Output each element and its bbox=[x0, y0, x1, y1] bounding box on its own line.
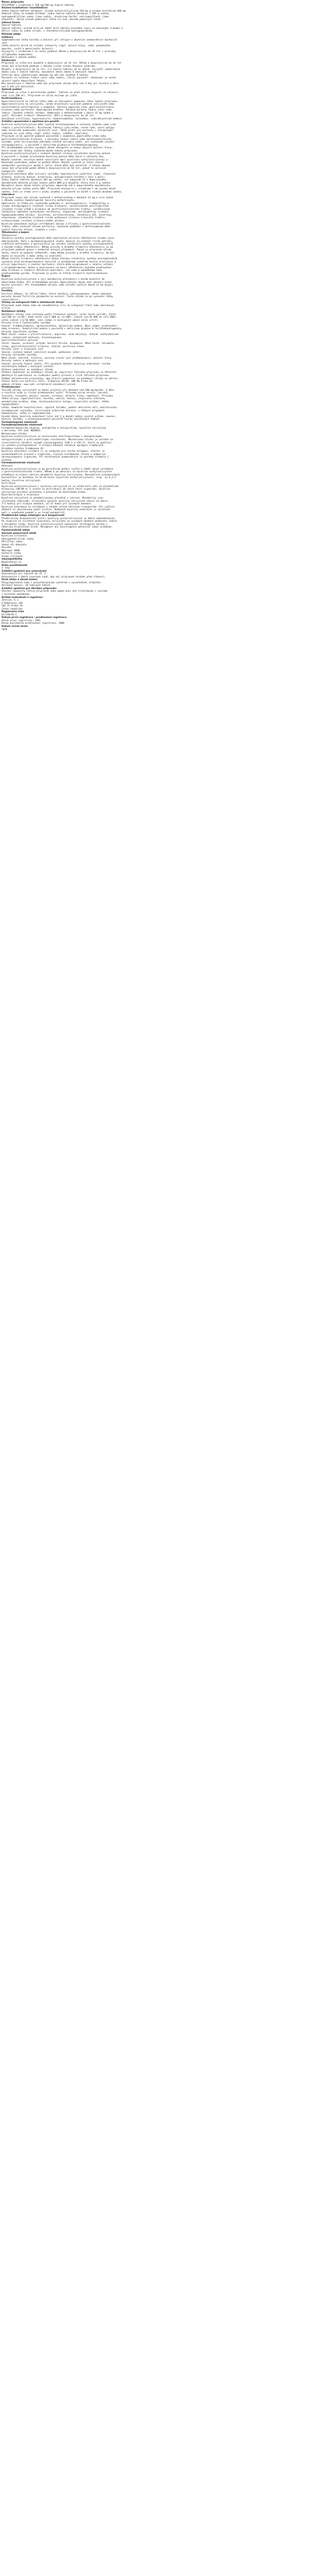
text-line: glukózy, kyseliny močové, kreatininu, anorganických fosfátů v séru a moči). bbox=[2, 176, 106, 179]
text-line: těžké otravy: hyperventilace, horečka, neklid, ketóza, respirační alkalóza, bbox=[2, 398, 106, 401]
section-heading: Zvláštní opatření pro uchovávání bbox=[2, 570, 47, 573]
text-line: Nežádoucí účinky jsou seřazeny podle frekvence výskytu: velmi časté (≥1/10); časté bbox=[2, 313, 116, 316]
text-line: Šumivé tablety: ploché bílé až téměř bílé tablety kulatého tvaru se zkosenými hranami a bbox=[2, 27, 123, 30]
text-line: z gastrointestinálního traktu. Během a po absorpci se kyselina acetylsalicylová bbox=[2, 471, 112, 474]
text-line: Kyselina askorbová se vstřebává v tenkém střevě aktivním transportem. Při vyšších bbox=[2, 505, 115, 509]
text-line: reakce z přecitlivělosti. Rizikovými faktory jsou astma, senná rýma, nosní polypy bbox=[2, 126, 115, 129]
text-line: Kyselina acetylsalicylová a její metabolity přecházejí v malém množství do bbox=[2, 278, 105, 281]
text-line: antipyretickými a protizánětlivými vlastnostmi. Mechanismus účinku je založen na bbox=[2, 439, 113, 442]
section-heading: Zvláštní upozornění a opatření pro použití bbox=[2, 120, 60, 124]
text-line: Léčba bolestí mírné až střední intenzity (např. bolest hlavy, zubů, pohybového bbox=[2, 45, 111, 48]
text-line: dihydrát). Úplný seznam pomocných látek viz bod „Seznam pomocných látek". bbox=[2, 18, 103, 22]
text-line: traktu, může snižovat účinek warfarinu. Současné podávání s deferoxaminem může bbox=[2, 226, 111, 229]
text-line: Velikost balení: 10 šumivých tablet. bbox=[2, 584, 52, 587]
section bbox=[2, 194, 314, 231]
section bbox=[2, 275, 314, 290]
text-line: reakcemi na jiné látky (např. kožní reakce, svědění, kopřivka). bbox=[2, 132, 90, 135]
text-line: embrya/plodu. Data z epidemiologických studií ukazují na zvýšené riziko potratu, bbox=[2, 240, 113, 243]
text-line: vyšší. Poslední trimestr těhotenství. Děti a dospívající do 16 let. bbox=[2, 115, 95, 118]
text-line: Hypersenzitivita na salicyláty, astma bronchiale vyvolané podáním salicylátů nebo bbox=[2, 103, 115, 106]
text-line: antikoagulancií, u pacientů s deficitem glukózo-6-fosfátdehydrogenázy. bbox=[2, 144, 100, 147]
text-line: Umožňuje to pokračovat ve sledování poměru přínosů a rizik léčivého přípravku. bbox=[2, 374, 111, 377]
text-line: Sacharin sodný bbox=[2, 552, 22, 555]
text-line: doby krvácení a inhibici děložních kontrakcí, což vede k opožděnému nebo bbox=[2, 269, 102, 272]
section-heading: Farmakokinetické vlastnosti bbox=[2, 462, 40, 465]
text-line: oxalátových kamenů v močových cestách. bbox=[2, 366, 55, 369]
section bbox=[2, 564, 314, 570]
text-line: systému, před chirurgickým zákrokem (včetně extrakce zubů), při současném užívání bbox=[2, 141, 115, 144]
text-line: Poruchy jater a žlučových cest bbox=[2, 348, 44, 351]
text-line: Vzácné: poruchy funkce ledvin. Při vysokých dávkách kyseliny askorbové: tvorba bbox=[2, 362, 111, 366]
section bbox=[2, 579, 314, 587]
text-line: Předklinický bezpečnostní profil kyseliny acetylsalicylové je dobře zdokumentován. bbox=[2, 517, 116, 520]
text-line: (≥1/100 až <1/10); méně časté (≥1/1 000 až <1/100); vzácné (≥1/10 000 až <1/1 000); bbox=[2, 316, 117, 319]
text-line: Kyselina acetylsalicylová i kyselina salicylová se ve velké míře váží na plazmatické bbox=[2, 485, 119, 488]
text-line: zvýšena. bbox=[2, 459, 13, 462]
text-line: na syntéze prostaglandinů. V nízkých dávkách inhibuje agregaci trombocytů bbox=[2, 444, 103, 448]
section-heading: Kontraindikace bbox=[2, 97, 23, 100]
section bbox=[2, 7, 314, 22]
text-line: Aroma citronové bbox=[2, 555, 23, 558]
text-line: Česká republika bbox=[2, 607, 23, 611]
text-line: Vzácné: trombocytopenie, agranulocytóza, aplastická anémie. Není známo: prodloužení bbox=[2, 324, 117, 328]
text-line: Přípravek je určen k perorálnímu podání. Tableta se před užitím rozpustí ve sklenici bbox=[2, 91, 119, 94]
text-line: vystavit plod kardiopulmonální toxicitě (s předčasným uzávěrem ductus arteriosus a bbox=[2, 260, 116, 263]
text-line: nesmí být přípravek podán dětem a dospívajícím do 16 let, pokud to výslovně bbox=[2, 167, 106, 170]
text-line: zvýšit toxicitu železa, zejména v srdci. bbox=[2, 228, 57, 231]
text-line: přípravek podávat pouze v nezbytně nutných případech. Pokud je přípravek užíván bbox=[2, 249, 112, 252]
text-line: aparátu, svalů a menstruační bolesti). bbox=[2, 47, 55, 50]
text-line: Toxické účinky salicylátů se mohou projevit při dávkách nad 100 mg/kg/den. U dětí bbox=[2, 389, 115, 392]
document-title: Název přípravku bbox=[2, 1, 24, 4]
text-line: 07/158/91-C bbox=[2, 613, 17, 616]
text-line: které nesmí být léčeny zvýšením dávek tohoto přípravku. bbox=[2, 149, 78, 153]
section-heading: Datum první registrace / prodloužení registrace bbox=[2, 616, 67, 620]
section-heading: Farmaceutické údaje bbox=[2, 529, 30, 532]
section bbox=[2, 611, 314, 616]
text-line: Uchovávejte v dobře uzavřené tubě, aby byl přípravek chráněn před vlhkostí. bbox=[2, 575, 106, 579]
text-line: Poruchy ledvin a močových cest bbox=[2, 360, 44, 363]
text-line: vody (cca 200 ml). Přípravek se užívá nejlépe po jídle. bbox=[2, 94, 78, 97]
text-line: Interval mezi jednotlivými dávkami by měl být nejméně 4 hodiny. bbox=[2, 74, 90, 77]
text-line: Maximální denní dávka tohoto přípravku odpovídá 134 % doporučeného maximálního bbox=[2, 185, 111, 188]
text-line: maximálního denního příjmu sodíku podle WHO pro dospělé, který činí 2 g sodíku. bbox=[2, 181, 112, 185]
section-heading: Fertilita bbox=[2, 290, 13, 293]
text-line: prodlouženému porodu. Přípravek je proto ve třetím trimestru kontraindikován. bbox=[2, 272, 109, 275]
text-line: Ve studiích na zvířatech vyvolávaly salicyláty ve vysokých dávkách poškození ledvin bbox=[2, 520, 117, 523]
text-line: webové stránky: www.sukl.cz/nahlasit-nezadouci-ucinek bbox=[2, 383, 76, 386]
text-line: Opatrnosti je třeba při současném podávání s: antikoagulancii, trombolytiky a bbox=[2, 202, 109, 205]
text-line: Povidon bbox=[2, 546, 12, 550]
section-heading: Držitel rozhodnutí o registraci bbox=[2, 596, 43, 599]
text-line: poruchu ženské fertility působením na ovulaci. Tento účinek je po vysazení léčby bbox=[2, 296, 113, 299]
text-line: Kyselina acetylsalicylová v nízkých dávkách snižuje vylučování kyseliny močové. bbox=[2, 153, 112, 156]
spc-document bbox=[0, 0, 316, 632]
text-line: kojení přerušit. Při dlouhodobém užívání nebo užívání vyšších dávek se má kojení bbox=[2, 284, 113, 287]
text-line: acidobazické rovnováhy, forsírovaná alkalická diuréza, v těžkých případech bbox=[2, 409, 105, 412]
text-line: nedoporučí lékař. bbox=[2, 170, 25, 173]
text-line: hypoglykémie. bbox=[2, 403, 20, 407]
text-line: hemodialýza. Léčba je symptomatická. bbox=[2, 412, 52, 415]
text-line: sodíku. Toto je třeba vzít v úvahu zejména u pacientů na dietě s nízkým obsahem sodíku. bbox=[2, 190, 123, 194]
text-line: Kyselina askorbová zvyšuje vstřebávání železa a hliníku z gastrointestinálního bbox=[2, 222, 111, 226]
section-heading: Dávkování bbox=[2, 59, 16, 62]
text-line: Farmakoterapeutická skupina: analgetika a antipyretika, kyselina salicylová bbox=[2, 427, 106, 430]
section-heading: Druh obalu a obsah balení bbox=[2, 579, 37, 582]
text-line: Uhličitan sodný bbox=[2, 541, 23, 544]
text-line: Sodná sůl dokusátu bbox=[2, 543, 27, 546]
section-heading: Kojení bbox=[2, 275, 11, 278]
text-line: Kyselina acetylsalicylová se po perorálním podání rychle a téměř úplně vstřebává bbox=[2, 468, 113, 471]
text-line: Biotransformace a eliminace bbox=[2, 494, 39, 497]
section bbox=[2, 36, 314, 59]
text-line: dávka co nejnižší a doba léčby co nejkratší. bbox=[2, 255, 63, 258]
text-line: Distribuce bbox=[2, 482, 16, 485]
text-line: Kyselina salicylová je metabolizována převážně v játrech. Metabolity jsou bbox=[2, 496, 103, 500]
section bbox=[2, 386, 314, 421]
text-line: ireverzibilní inhibici enzymů cyklooxygenázy (COX-1 a COX-2), které se podílejí bbox=[2, 441, 112, 444]
text-line: Přípravek se má opatrně podávat pacientům s anamnézou peptického vředu nebo bbox=[2, 135, 106, 138]
text-line: dávka jsou 2 šumivé tablety, maximální denní dávka 6 šumivých tablet. bbox=[2, 71, 98, 74]
section-heading: Indikace bbox=[2, 36, 13, 39]
section bbox=[2, 290, 314, 301]
text-line: doby krvácení, hemolytická anémie u pacientů s deficitem glukózo-6-fosfátdehydrogenázy. bbox=[2, 328, 123, 331]
text-line: Makrogol 6000 bbox=[2, 549, 20, 552]
text-line: Hlášení podezření na nežádoucí účinky po registraci léčivého přípravku je důležité. bbox=[2, 371, 117, 374]
text-line: bolesti žaludku, u predisponovaných pacientů tvorbu oxalátových kamenů. bbox=[2, 418, 101, 421]
text-line: Pacienti se sníženou funkcí jater nebo ledvin, starší pacienti: dávkování je nutné bbox=[2, 77, 116, 80]
text-line: Méně časté: závratě, tinnitus, poruchy sluchu (při předávkování), bolesti hlavy. bbox=[2, 357, 113, 360]
text-line: srdečních malformací a gastroschízy po užívání inhibitorů syntézy prostaglandinů bbox=[2, 243, 113, 246]
text-line: denního příjmu sodíku podle WHO. Přípravek Acylpyrin s vitaminem C má vysoký obsah bbox=[2, 188, 116, 190]
text-line: přerušit. bbox=[2, 287, 14, 290]
text-line: Uchovávejte při teplotě do 25 °C. bbox=[2, 573, 48, 576]
section-heading: Způsob podání bbox=[2, 88, 22, 92]
text-line: Kyselina acetylsalicylová je nesteroidní antiflogistikum s analgetickými, bbox=[2, 435, 103, 439]
text-line: gastrointestinálního krvácení, s poruchou funkce ledvin nebo kardiovaskulárního bbox=[2, 138, 112, 141]
text-line: dávkách se absorbovaný podíl snižuje. Nadbytek kyseliny askorbové je vylučován bbox=[2, 509, 111, 512]
text-line: vředy, gastrointestinální krvácení. Vzácné: perforace vředu. bbox=[2, 345, 85, 348]
text-line: Dávkování a způsob podání bbox=[2, 56, 37, 59]
text-line: Žádáme zdravotnické pracovníky, aby hlásili podezření na nežádoucí účinky na adresu: bbox=[2, 377, 119, 380]
text-line: Těhotenství bbox=[2, 234, 17, 237]
text-line: stroje. bbox=[2, 307, 12, 310]
text-line: tinnitus, hluchota, pocení, nauzea, zvracení, bolesti hlavy, zmatenost. Příznaky bbox=[2, 394, 113, 398]
text-line: 2–3 hodiny při nízkých dávkách, až 15 hodin při vysokých dávkách. bbox=[2, 503, 92, 506]
text-line: Jedna šumivá tableta obsahuje: acidum acetylsalicylicum 320 mg a acidum ascorbicum 200 mg. bbox=[2, 9, 127, 13]
section-heading: Doba použitelnosti bbox=[2, 564, 27, 567]
text-line: Hlášení podezření na nežádoucí účinky bbox=[2, 368, 53, 371]
text-line: s místními požadavky. bbox=[2, 593, 31, 596]
section bbox=[2, 570, 314, 579]
section-heading: Předávkování bbox=[2, 386, 21, 389]
text-line: krvácení nebo perforace. Hemoragická diatéza. Závažná porucha funkce jater nebo bbox=[2, 109, 112, 112]
text-line: nesmí být přípravek podáván z důvodu rizika vzniku Reyeova syndromu. bbox=[2, 65, 96, 68]
text-line: Dospělí a dospívající od 16 let: 1–2 šumivé tablety až 3× denně, nejvyšší jednorázová bbox=[2, 68, 120, 71]
text-line: ledvin. Závažné srdeční selhání. Kombinace s methotrexátem v dávce 15 mg týdně a bbox=[2, 111, 113, 115]
text-line: (zvýšené riziko vředů a krvácení do gastrointestinálního traktu), selektivními bbox=[2, 208, 111, 211]
section-heading: Předklinické údaje vztahující se k bezpečnosti bbox=[2, 514, 65, 518]
text-line: reakce, astmatické záchvaty, bronchospasmus. bbox=[2, 336, 63, 339]
text-line: 2020 bbox=[2, 628, 7, 631]
text-line: hydrogenuhličitan sodný (jako sodík), dinatrium-fosfát, natriumsulfonát (jako bbox=[2, 15, 109, 18]
text-line: Kyselina acetylsalicylová může vyvolat bronchospasmus a záchvaty astmatu nebo jiné bbox=[2, 123, 116, 126]
text-line: přeměňuje na hlavní aktivní metabolit kyselinu salicylovou. Maximálních plazmatických bbox=[2, 473, 120, 476]
section bbox=[2, 625, 314, 631]
section-heading: Farmakologické vlastnosti bbox=[2, 421, 37, 424]
section-heading: Klinické údaje bbox=[2, 33, 21, 36]
text-line: hodiny (kyselina salicylová). bbox=[2, 479, 42, 482]
section-heading: Interakce bbox=[2, 194, 15, 197]
text-line: Státní ústav pro kontrolu léčiv, Šrobárova 49/48, 100 00 Praha 10, bbox=[2, 380, 94, 383]
sections-container bbox=[2, 7, 314, 631]
text-line: Datum první registrace: 1991 bbox=[2, 619, 41, 622]
text-line: a starších osob je riziko předávkování vyšší. Příznaky mírné otravy: závratě, bbox=[2, 392, 109, 395]
text-line: močí v nezměněné podobě a ve formě metabolitů. bbox=[2, 511, 66, 514]
text-line: Polypropylenová tuba s polyethylenovým uzávěrem s vysoušedlem, krabička. bbox=[2, 581, 102, 584]
text-line: U pacientů s nízkým vylučováním kyseliny močové může dojít k záchvatu dny. bbox=[2, 155, 105, 158]
text-line: metabolická acidóza, kóma, kardiovaskulární kolaps, respirační selhání, těžká bbox=[2, 400, 109, 403]
section bbox=[2, 462, 314, 514]
text-line: cest. bbox=[2, 42, 9, 45]
text-line: Při dlouhodobém užívání vysokých dávek analgetik se mohou objevit bolesti hlavy, bbox=[2, 147, 113, 150]
text-line: Absorpce bbox=[2, 464, 13, 468]
text-line: velmi vzácné (<1/10 000); není známo (z dostupných údajů nelze určit). bbox=[2, 319, 100, 322]
text-line: U Kabelovny 130 bbox=[2, 602, 23, 605]
text-line: Mechanismus účinku bbox=[2, 432, 27, 435]
text-line: Inhibice syntézy prostaglandinů může nepříznivě ovlivnit těhotenství a/nebo vývoj bbox=[2, 237, 115, 240]
text-line: Přípravek nemá žádný nebo má zanedbatelný vliv na schopnost řídit nebo obsluhovat bbox=[2, 304, 115, 307]
text-line: salicylová prochází placentou a přechází do mateřského mléka. bbox=[2, 491, 87, 494]
section bbox=[2, 22, 314, 33]
text-line: Existují důkazy, že léčivé látky, které inhibují cyklooxygenázu, mohou způsobit bbox=[2, 292, 112, 296]
section-heading: Farmakodynamické vlastnosti bbox=[2, 424, 43, 427]
text-line: Šumivá tableta. bbox=[2, 24, 23, 27]
text-line: Oxalátová urolitiáza, hyperoxalurie, hemochromatóza, talasémie, sideroblastická anémie. bbox=[2, 117, 123, 120]
section bbox=[2, 587, 314, 596]
section-heading: Zvláštní opatření pro likvidaci přípravku bbox=[2, 587, 57, 590]
text-line: koncentrací je dosaženo za 10–20 minut (kyselina acetylsalicylová), resp. za 0,3–2 bbox=[2, 476, 116, 480]
section-heading: Těhotenství a kojení bbox=[2, 231, 29, 235]
text-line: 102 37 Praha 10 bbox=[2, 605, 23, 608]
section bbox=[2, 59, 314, 88]
section-heading: Registrační číslo bbox=[2, 611, 24, 614]
product-name: ACYLPYRIN s vitaminem C 320 mg/200 mg šumivé tablety bbox=[2, 4, 74, 7]
text-line: Reyeovým syndromem, pokud se podává dětem. Reyeův syndrom je velmi vzácné bbox=[2, 161, 103, 165]
text-line: Kyselina citronová bbox=[2, 535, 27, 538]
text-line: Poruchy nervového systému bbox=[2, 354, 37, 357]
text-line: Zentiva, k.s. bbox=[2, 599, 20, 602]
text-line: nesteroidních antiflogistik v anamnéze. Aktivní peptický vřed, gastrointestinální bbox=[2, 106, 115, 109]
text-line: Bez konzultace s lékařem nemá být přípravek užíván déle než 3 dny při horečce a déle bbox=[2, 83, 119, 86]
text-line: Vysoké dávky kyseliny askorbové (více než 3 g denně) mohou vyvolat průjem, nauzeu, bbox=[2, 415, 116, 418]
text-line: Během třetího trimestru těhotenství mohou všechny inhibitory syntézy prostaglandinů bbox=[2, 258, 117, 261]
text-line: dělicí rýhou na jedné straně, s charakteristickým hydrogenproblém. bbox=[2, 30, 94, 33]
section-heading: Nežádoucí účinky bbox=[2, 310, 26, 313]
text-line: reverzibilní. bbox=[2, 298, 20, 301]
text-line: chřipkového onemocnění. bbox=[2, 53, 34, 56]
section bbox=[2, 424, 314, 462]
text-line: Přípravek je určen pro dospělé a dospívající od 16 let. Dětem a dospívajícím do 16 let bbox=[2, 62, 122, 65]
text-line: Pomocné látky se známým účinkem: jedna šumivá tableta obsahuje 7,185 g sodíku, bbox=[2, 13, 111, 16]
text-line: urikosurikami (snížení urikosurického účinku). bbox=[2, 220, 66, 223]
text-line: hypoglykemického účinku), diuretiky, kortikosteroidy, inhibitory ACE, kyselinou bbox=[2, 214, 112, 217]
section-heading: Léková forma bbox=[2, 21, 21, 24]
text-line: Symptomatická léčba horečky a bolestí při chřipce a akutních onemocněních dýchacích bbox=[2, 39, 117, 42]
text-line: Acylpyrin s vitaminem C se nesmí podávat dětem a dospívajícím do 16 let s příznaky bbox=[2, 50, 116, 54]
text-line: několika živočišných druhů. Mutagenní ani kancerogenní potenciál nebyl prokázán. bbox=[2, 526, 113, 529]
text-line: Méně časté: reakce z přecitlivělosti, kopřivka, otok obličeje. Vzácné: anafylaktické bbox=[2, 333, 119, 337]
text-line: bílkoviny (80–90 %) a rychle se distribuují do všech částí organismu. Kyselina bbox=[2, 488, 111, 491]
text-line: Všechen nepoužitý léčivý přípravek nebo odpad musí být zlikvidován v souladu bbox=[2, 590, 107, 593]
text-line: Kyselina askorbová (vitamin C) je nezbytná pro tvorbu kolagenu, účastní se bbox=[2, 450, 105, 453]
text-line: a deriváty. ATC kód: N02BA51 bbox=[2, 430, 41, 433]
text-line: s oligohydramniem; matku a novorozence na konci těhotenství možnému prodloužení bbox=[2, 266, 112, 269]
text-line: Časté: nauzea, zvracení, průjem, bolesti břicha, dyspepsie. Méně časté: žaludeční bbox=[2, 342, 115, 345]
text-line: upravit podle doporučení lékaře. bbox=[2, 79, 46, 83]
text-line: Jedna šumivá tableta obsahuje 445 mg sodíku, což odpovídá 22 % doporučeného bbox=[2, 179, 106, 182]
text-line: Gastrointestinální poruchy bbox=[2, 339, 38, 342]
text-line: z důvodu zvýšení hematologické toxicity methotrexátu. bbox=[2, 199, 76, 202]
section-heading: Seznam pomocných látek bbox=[2, 532, 36, 535]
section-heading: Složení kvalitativní i kvantitativní bbox=[2, 7, 48, 10]
text-line: obranyschopnost organismu. Při horečnatých onemocněních je potřeba vitaminu C bbox=[2, 456, 109, 459]
text-line: blokádou syntézy tromboxanu A2. bbox=[2, 447, 45, 450]
text-line: a žaludeční vředy. Kyselina acetylsalicylová vykazovala teratogenní účinky u bbox=[2, 523, 107, 526]
text-line: Hypersenzitivita na léčivé látky nebo na kteroukoli pomocnou látku tohoto přípravku. bbox=[2, 100, 119, 103]
text-line: Poruchy krve a lymfatického systému bbox=[2, 322, 51, 325]
text-line: jinými antiagregancii (zvýšené riziko krvácení), nesteroidními antiflogistiky bbox=[2, 205, 109, 208]
section bbox=[2, 310, 314, 386]
text-line: nebo chronická onemocnění dýchacích cest. Totéž platí pro pacienty s alergickými bbox=[2, 129, 113, 133]
section bbox=[2, 532, 314, 559]
text-line: Hydrogenuhličitan sodný bbox=[2, 537, 34, 541]
text-line: plicní hypertenzí) a renální dysfunkci, která může progredovat v renální selhání bbox=[2, 263, 113, 267]
text-line: Vzácné: zvýšení hodnot jaterních enzymů, poškození jater. bbox=[2, 351, 81, 354]
text-line: 3 roky bbox=[2, 567, 10, 570]
text-line: Kyselina askorbová může ovlivnit výsledky laboratorních vyšetření (např. stanovení bbox=[2, 173, 116, 176]
section bbox=[2, 558, 314, 564]
section-heading: Účinky na schopnost řídit a obsluhovat stroje bbox=[2, 301, 64, 305]
text-line: onemocnění postihující mozek a játra, které může být smrtelné. Z tohoto důvodu bbox=[2, 164, 111, 167]
text-line: Léčba: okamžitá hospitalizace, výplach žaludku, podání aktivního uhlí, monitorování bbox=[2, 407, 117, 410]
text-line: ženou, která se pokouší otěhotnět, nebo během prvního a druhého trimestru, má být bbox=[2, 252, 115, 255]
text-line: Poruchy imunitního systému bbox=[2, 330, 38, 333]
section bbox=[2, 596, 314, 611]
section-heading: Inkompatibility bbox=[2, 558, 23, 561]
text-line: Neuplatňuje se. bbox=[2, 561, 23, 564]
text-line: Přípravek nesmí být užíván současně s methotrexátem v dávkách 15 mg a více týdně bbox=[2, 196, 113, 199]
text-line: inhibitory zpětného vychytávání serotoninu, digoxinem, antidiabetiky (zvýšení bbox=[2, 211, 109, 214]
text-line: oxidoredukčních procesů v organismu, zvyšuje vstřebávání železa a podporuje bbox=[2, 453, 106, 456]
text-line: Reyeův syndrom: existuje možná souvislost mezi kyselinou acetylsalicylovou a bbox=[2, 158, 107, 161]
text-line: v časném stádiu těhotenství. Během prvního a druhého trimestru těhotenství se má bbox=[2, 246, 113, 249]
text-line: vylučovány ledvinami. Eliminační poločas kyseliny salicylové závisí na dávce: bbox=[2, 500, 109, 503]
text-line: mateřského mléka. Při krátkodobém užívání doporučených dávek není obvykle nutné bbox=[2, 281, 112, 284]
text-line: než 5 dnů při bolestech. bbox=[2, 85, 35, 88]
text-line: valproovou, alkoholem (zvýšené riziko poškození sliznice trávicího traktu), bbox=[2, 217, 106, 220]
section-heading: Datum revize textu bbox=[2, 625, 28, 628]
text-line: Datum posledního prodloužení registrace: 2008 bbox=[2, 622, 64, 625]
